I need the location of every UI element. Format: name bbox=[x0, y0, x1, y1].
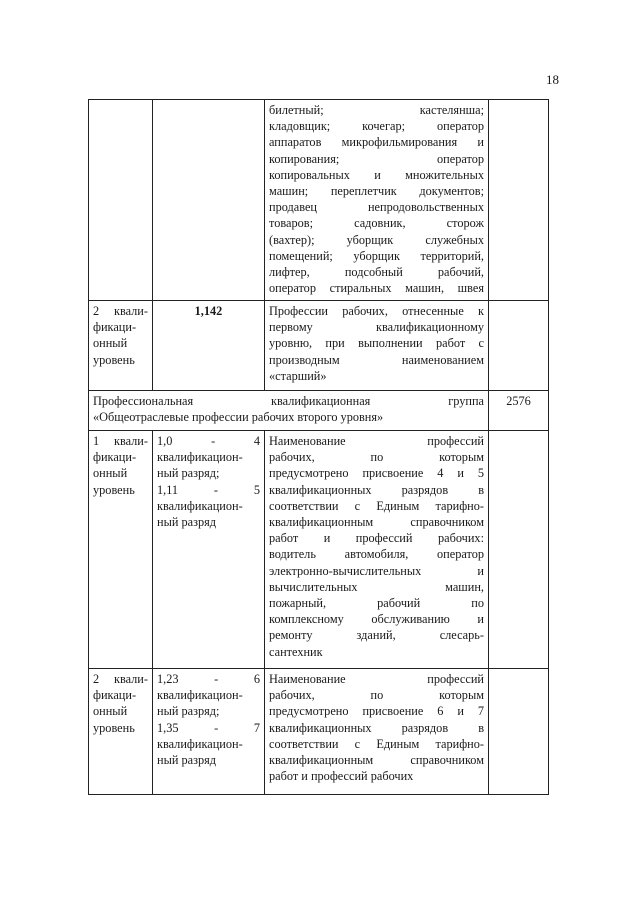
description-line: копирования; оператор bbox=[269, 151, 484, 166]
description-line: Наименование профессий bbox=[269, 672, 484, 686]
description-line: водитель автомобиля, оператор bbox=[269, 547, 484, 562]
level-line: фикаци- bbox=[93, 320, 137, 335]
level-cell bbox=[89, 431, 153, 669]
salary-cell bbox=[489, 431, 549, 669]
description-cell bbox=[265, 100, 489, 301]
coefficient-line: квалификацион- bbox=[157, 688, 243, 703]
salary-cell: 2576 bbox=[489, 391, 549, 431]
description-line: уровню, при выполнении работ с bbox=[269, 336, 484, 351]
description-line: машин; переплетчик документов; bbox=[269, 184, 484, 199]
coefficient-line: квалификацион- bbox=[157, 498, 243, 513]
level-cell bbox=[89, 100, 153, 301]
level-cell bbox=[89, 301, 153, 391]
description-line: ремонту зданий, слесарь- bbox=[269, 628, 484, 643]
level-line: фикаци- bbox=[93, 450, 137, 465]
description-line: квалификационных разрядов в bbox=[269, 482, 484, 497]
coefficient-line: ный разряд; bbox=[157, 704, 220, 719]
description-line: рабочих, по которым bbox=[269, 688, 484, 703]
description-line: копировальных и множительных bbox=[269, 167, 484, 182]
description-line: квалификационных разрядов в bbox=[269, 720, 484, 735]
level-line: 1 квали- bbox=[93, 434, 148, 448]
level-line: онный bbox=[93, 336, 128, 351]
coefficient-line: 1,0 - 4 bbox=[157, 434, 260, 448]
table-row-group-header bbox=[89, 391, 549, 431]
description-line: квалификационным справочником bbox=[269, 753, 484, 768]
group-title-line: Профессиональная квалификационная группа bbox=[93, 394, 484, 408]
salary-cell bbox=[489, 669, 549, 795]
description-line: лифтер, подсобный рабочий, bbox=[269, 265, 484, 280]
level-cell bbox=[89, 669, 153, 795]
coefficient-cell bbox=[153, 669, 265, 795]
description-line: соответствии с Единым тарифно- bbox=[269, 498, 484, 513]
level-line: 2 квали- bbox=[93, 672, 148, 686]
description-line: комплексному обслуживанию и bbox=[269, 612, 484, 627]
description-line: (вахтер); уборщик служебных bbox=[269, 232, 484, 247]
description-line: Наименование профессий bbox=[269, 434, 484, 448]
description-line: оператор стиральных машин, швея bbox=[269, 281, 484, 296]
level-line: уровень bbox=[93, 482, 135, 497]
salary-cell bbox=[489, 301, 549, 391]
description-line: билетный; кастелянша; bbox=[269, 103, 484, 117]
description-line: сантехник bbox=[269, 644, 323, 659]
description-line: товаров; садовник, сторож bbox=[269, 216, 484, 231]
coefficient-line: ный разряд bbox=[157, 753, 217, 768]
coefficient-line: 1,23 - 6 bbox=[157, 672, 260, 686]
table-row-continuation bbox=[89, 100, 549, 301]
description-line: работ и профессий рабочих bbox=[269, 769, 414, 784]
description-line: предусмотрено присвоение 6 и 7 bbox=[269, 704, 484, 719]
level-line: уровень bbox=[93, 352, 135, 367]
level-line: уровень bbox=[93, 720, 135, 735]
description-line: помещений; уборщик территорий, bbox=[269, 248, 484, 263]
level-line: фикаци- bbox=[93, 688, 137, 703]
coefficient-line: 1,35 - 7 bbox=[157, 720, 260, 735]
coefficient-line: ный разряд bbox=[157, 515, 217, 530]
description-line: работ и профессий рабочих: bbox=[269, 531, 484, 546]
table-row-level-2b bbox=[89, 669, 549, 795]
coefficient-line: ный разряд; bbox=[157, 466, 220, 481]
description-line: аппаратов микрофильмирования и bbox=[269, 135, 484, 150]
description-cell bbox=[265, 431, 489, 669]
description-line: электронно-вычислительных и bbox=[269, 563, 484, 578]
coefficient-cell: 1,142 bbox=[153, 301, 265, 391]
coefficient-line: квалификацион- bbox=[157, 736, 243, 751]
description-line: соответствии с Единым тарифно- bbox=[269, 736, 484, 751]
group-title-cell bbox=[89, 391, 489, 431]
level-line: онный bbox=[93, 466, 128, 481]
description-cell bbox=[265, 669, 489, 795]
coefficient-cell bbox=[153, 100, 265, 301]
description-line: первому квалификационному bbox=[269, 320, 484, 335]
description-line: пожарный, рабочий по bbox=[269, 596, 484, 611]
table-row-level-1 bbox=[89, 431, 549, 669]
level-line: 2 квали- bbox=[93, 304, 148, 318]
table-row-level-2 bbox=[89, 301, 549, 391]
description-line: предусмотрено присвоение 4 и 5 bbox=[269, 466, 484, 481]
coefficient-cell bbox=[153, 431, 265, 669]
description-line: «старший» bbox=[269, 368, 327, 383]
description-line: продавец непродовольственных bbox=[269, 200, 484, 215]
description-cell bbox=[265, 301, 489, 391]
description-line: вычислительных машин, bbox=[269, 579, 484, 594]
salary-cell bbox=[489, 100, 549, 301]
page-number: 18 bbox=[546, 72, 559, 87]
description-line: квалификационным справочником bbox=[269, 515, 484, 530]
qualification-table bbox=[88, 99, 549, 795]
description-line: производным наименованием bbox=[269, 352, 484, 367]
coefficient-line: 1,11 - 5 bbox=[157, 482, 260, 497]
level-line: онный bbox=[93, 704, 128, 719]
description-line: рабочих, по которым bbox=[269, 450, 484, 465]
description-line: кладовщик; кочегар; оператор bbox=[269, 119, 484, 134]
group-title-line: «Общеотраслевые профессии рабочих второго уровня» bbox=[93, 410, 384, 425]
description-line: Профессии рабочих, отнесенные к bbox=[269, 304, 484, 318]
coefficient-line: квалификацион- bbox=[157, 450, 243, 465]
